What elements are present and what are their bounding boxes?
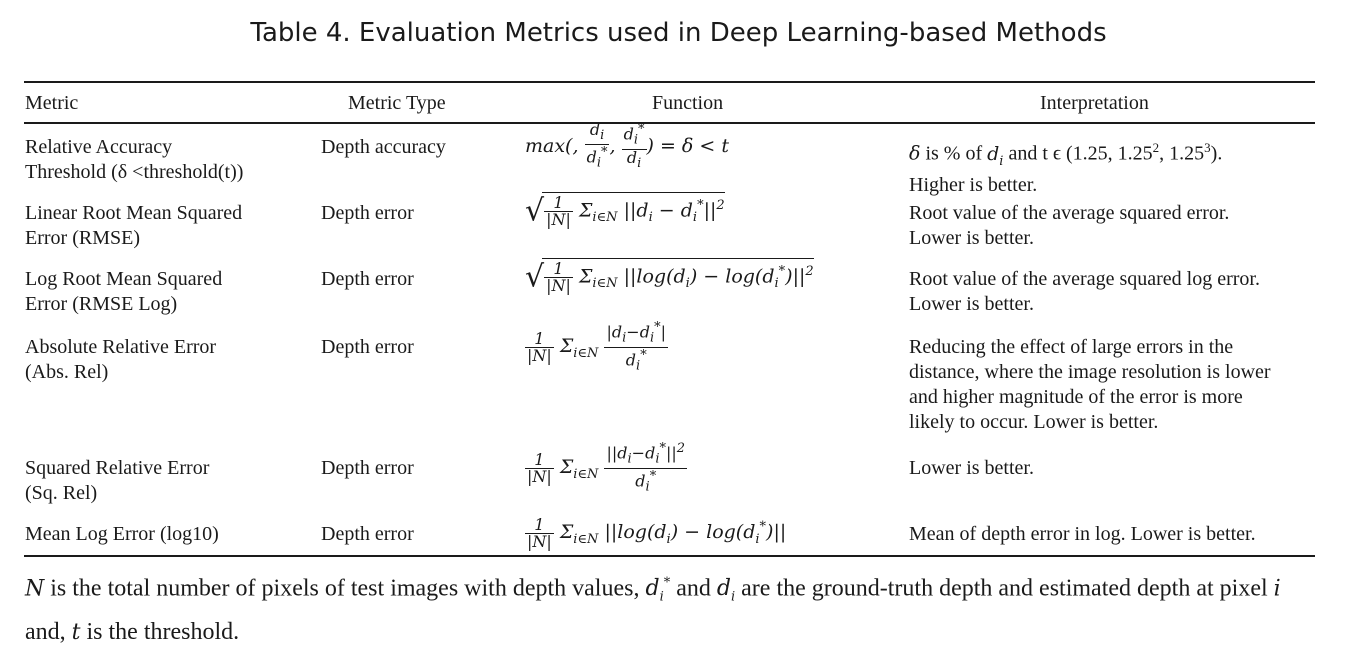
metric-type-cell: Depth error (321, 268, 414, 290)
function-formula: max(, $\frac{d_i}{d_i^*}$ , $\frac{d_i^*}{d_i}$ ) = δ < t (525, 120, 729, 171)
function-formula: √ $\frac{1}{|N|}$ $\Sigma_{i\in N}$ $||d_i - d_i^*||^2$ (525, 192, 725, 229)
function-cell (525, 192, 895, 230)
interpretation-text: distance, where the image resolution is lower (909, 361, 1271, 383)
header-metric: Metric (25, 92, 79, 114)
metric-cell (25, 201, 315, 251)
function-formula: √ $\frac{1}{|N|}$ $\Sigma_{i\in N}$ $||\log(d_i) - \log(d_i^*)||^2$ (525, 258, 814, 295)
table-footnote: N is the total number of pixels of test images with depth values, $d_i^*$ and $d_i$ are the ground-truth depth and estimated depth at pixel i and, t is the threshold. (25, 575, 1281, 645)
interpretation-cell (909, 201, 1329, 251)
metric-cell (25, 456, 315, 506)
function-cell (525, 441, 895, 495)
interpretation-cell (909, 522, 1329, 547)
metric-cell (25, 267, 315, 317)
metric-type-cell: Depth error (321, 336, 414, 358)
interpretation-text: δ is % of $d_i$ and t ϵ (1.25, 1.25$^2$, 1.25$^3$). (909, 140, 1223, 169)
metric-cell (25, 135, 315, 185)
metric-type-cell: Depth error (321, 523, 414, 545)
metric-text: (Abs. Rel) (25, 361, 109, 383)
metric-text: Squared Relative Error (25, 457, 210, 479)
metric-cell (25, 335, 315, 385)
bottom-rule (24, 555, 1315, 557)
interpretation-text: Reducing the effect of large errors in the (909, 336, 1234, 358)
interpretation-text: Lower is better. (909, 227, 1034, 249)
metric-text: Relative Accuracy (25, 136, 173, 158)
interpretation-text: likely to occur. Lower is better. (909, 411, 1159, 433)
top-rule (24, 81, 1315, 83)
metric-type-cell: Depth error (321, 202, 414, 224)
function-cell (525, 320, 895, 374)
function-formula: $\frac{1}{|N|}$ $\Sigma_{i\in N}$ $||\log(d_i) - \log(d_i^*)||$ (527, 514, 787, 551)
metric-text: Mean Log Error (log10) (25, 523, 219, 545)
interpretation-text: Root value of the average squared log error. (909, 268, 1260, 290)
interpretation-text: Root value of the average squared error. (909, 202, 1230, 224)
function-formula: $\frac{1}{|N|}$ $\Sigma_{i\in N}$ $\frac{|d_i-d_i^*|}{d_i^*}$ (527, 320, 666, 374)
interpretation-text: and higher magnitude of the error is more (909, 386, 1243, 408)
table-caption: Table 4. Evaluation Metrics used in Deep Learning-based Methods (250, 18, 1107, 48)
interpretation-cell (909, 267, 1329, 317)
metric-type-cell: Depth accuracy (321, 136, 446, 158)
metric-text: Error (RMSE Log) (25, 293, 178, 315)
interpretation-cell (909, 335, 1329, 435)
header-metric-type: Metric Type (348, 92, 446, 114)
function-formula: $\frac{1}{|N|}$ $\Sigma_{i\in N}$ $\frac{||d_i-d_i^*||^2}{d_i^*}$ (527, 441, 686, 495)
metric-text: Linear Root Mean Squared (25, 202, 243, 224)
interpretation-text: Mean of depth error in log. Lower is better. (909, 523, 1256, 545)
metric-text: Error (RMSE) (25, 227, 140, 249)
metric-cell (25, 522, 315, 547)
interpretation-cell (909, 456, 1329, 481)
metric-text: Threshold (δ <threshold(t)) (25, 161, 244, 183)
header-function: Function (652, 92, 724, 114)
metric-text: Log Root Mean Squared (25, 268, 223, 290)
interpretation-text: Lower is better. (909, 457, 1034, 479)
interpretation-cell (909, 135, 1329, 198)
metric-text: (Sq. Rel) (25, 482, 98, 504)
metric-type-cell: Depth error (321, 457, 414, 479)
function-cell (525, 258, 895, 296)
interpretation-text: Lower is better. (909, 293, 1034, 315)
metric-text: Absolute Relative Error (25, 336, 217, 358)
interpretation-text: Higher is better. (909, 174, 1038, 197)
function-cell (525, 122, 895, 172)
function-cell (525, 515, 895, 552)
header-interpretation: Interpretation (1040, 92, 1149, 114)
